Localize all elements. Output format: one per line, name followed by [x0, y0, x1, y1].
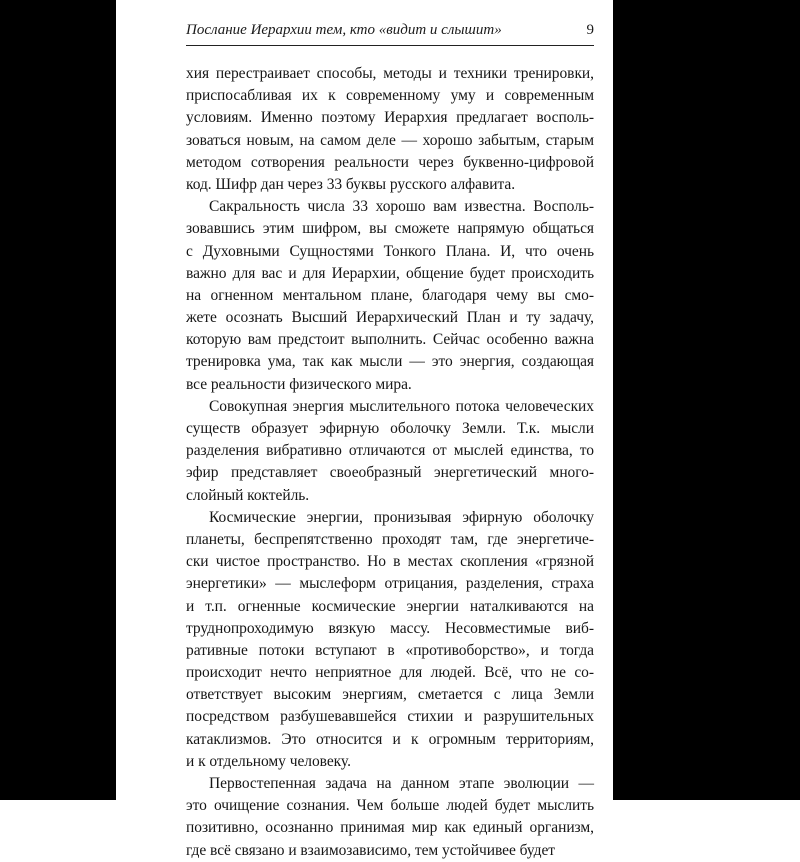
- text-line: важно для вас и для Иерархии, общение будет происходить: [186, 264, 594, 282]
- text-line: разделения вибративно отличаются от мыслей единства, то: [186, 442, 594, 460]
- running-header-title: Послание Иерархии тем, кто «видит и слышит»: [186, 22, 502, 38]
- book-page: [116, 0, 613, 859]
- text-line: планеты, беспрепятственно проходят там, где энергетиче-: [186, 530, 594, 548]
- text-line: на огненном ментальном плане, благодаря чему вы смо-: [186, 286, 594, 304]
- text-line: слойный коктейль.: [186, 486, 310, 504]
- text-line: происходит нечто неприятное для людей. Всё, что не со-: [186, 664, 594, 682]
- text-line: где всё связано и взаимозависимо, тем устойчивее будет: [186, 841, 556, 859]
- text-line: ски чистое пространство. Но в местах скопления «грязной: [186, 553, 594, 571]
- text-line: труднопроходимую вязкую массу. Несовместимые виб-: [186, 619, 594, 637]
- right-black-margin: [613, 0, 800, 800]
- text-line: это очищение сознания. Чем больше людей будет мыслить: [186, 797, 594, 815]
- text-line: жете осознать Высший Иерархический План и ту задачу,: [186, 309, 594, 327]
- body-text: [186, 63, 594, 862]
- text-line: ративные потоки вступают в «противоборство», и тогда: [186, 641, 594, 659]
- text-line: посредством разбушевавшейся стихии и разрушительных: [186, 708, 594, 726]
- text-line: Космические энергии, пронизывая эфирную оболочку: [209, 508, 594, 526]
- paragraph: [186, 196, 594, 396]
- text-line: Сакральность числа 33 хорошо вам известна. Восполь-: [209, 198, 594, 216]
- text-line: все реальности физического мира.: [186, 375, 412, 393]
- text-line: хия перестраивает способы, методы и техники тренировки,: [186, 65, 594, 82]
- text-line: ответствует высоким энергиям, сметается с лица Земли: [186, 686, 594, 704]
- left-black-margin: [0, 0, 116, 800]
- text-line: существ образует эфирную оболочку Земли. Т.к. мысли: [186, 420, 594, 437]
- text-line: энергетики» — мыслеформ отрицания, разделения, страха: [186, 575, 594, 593]
- text-line: тренировка ума, так как мысли — это энергия, создающая: [186, 353, 594, 371]
- running-header: [186, 22, 594, 42]
- text-line: код. Шифр дан через 33 буквы русского алфавита.: [186, 175, 516, 193]
- text-line: методом сотворения реальности через буквенно-цифровой: [186, 153, 594, 171]
- text-line: катаклизмов. Это относится и к огромным территориям,: [186, 730, 594, 748]
- text-line: Совокупная энергия мыслительного потока человеческих: [209, 397, 594, 415]
- paragraph: [186, 773, 594, 862]
- text-line: с Духовными Сущностями Тонкого Плана. И, что очень: [186, 242, 594, 260]
- paragraph: [186, 396, 594, 507]
- text-line: зовавшись этим шифром, вы сможете напрямую общаться: [186, 220, 594, 238]
- page-number: 9: [586, 22, 594, 38]
- text-line: и т.п. огненные космические энергии наталкиваются на: [186, 597, 594, 615]
- text-line: зоваться новым, на самом деле — хорошо забытым, старым: [186, 131, 594, 149]
- text-line: и к отдельному человеку.: [186, 752, 351, 770]
- paragraph: [186, 63, 594, 196]
- header-rule: [186, 45, 594, 46]
- text-line: которую вам предстоит выполнить. Сейчас особенно важна: [186, 331, 594, 349]
- text-line: приспосабливая их к современному уму и современным: [186, 87, 594, 105]
- text-line: Первостепенная задача на данном этапе эволюции —: [209, 775, 594, 792]
- paragraph: [186, 507, 594, 773]
- text-line: эфир представляет своеобразный энергетический много-: [186, 464, 594, 482]
- text-line: условиям. Именно поэтому Иерархия предлагает восполь-: [186, 109, 594, 127]
- text-line: позитивно, осознанно принимая мир как единый организм,: [186, 819, 594, 837]
